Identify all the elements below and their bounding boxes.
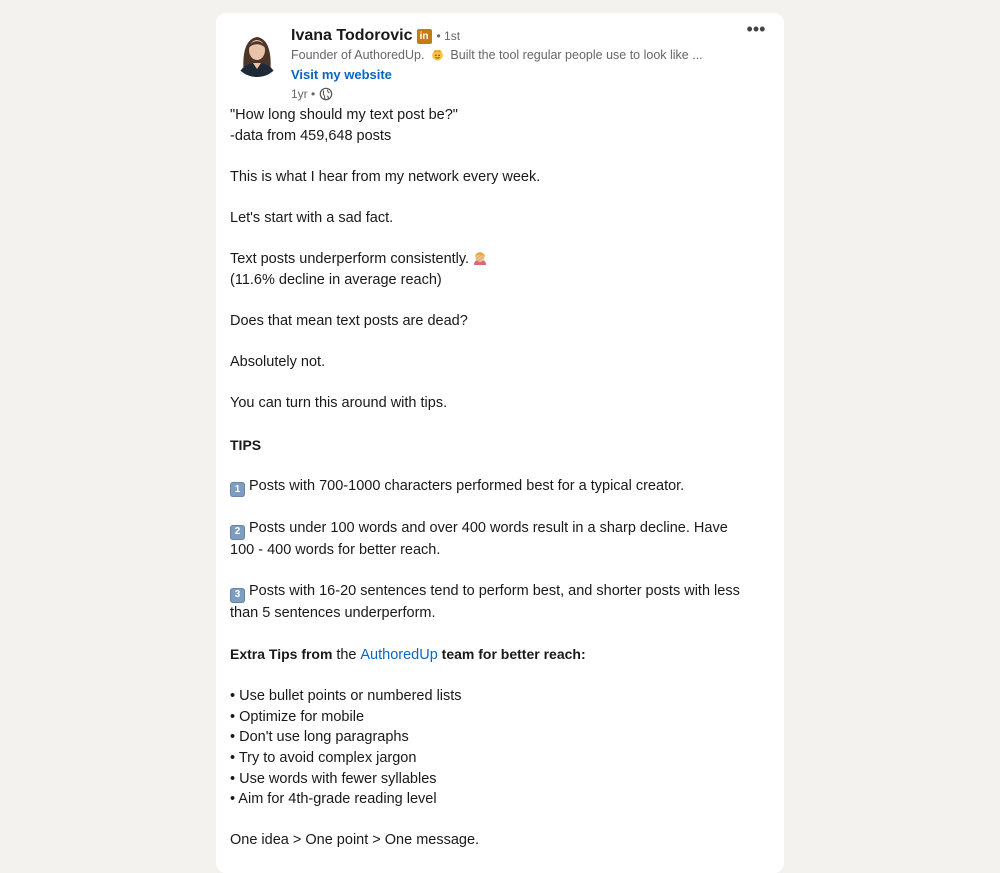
author-name[interactable]: Ivana Todorovic <box>291 27 413 44</box>
blank-line <box>230 229 775 250</box>
post-line: Does that mean text posts are dead? <box>230 312 468 329</box>
post-line: You can turn this around with tips. <box>230 395 448 412</box>
blank-line <box>230 455 775 476</box>
blank-line <box>230 290 775 311</box>
blank-line <box>230 146 775 167</box>
keycap-two-icon: 2 <box>230 525 245 540</box>
tip-item <box>230 518 775 540</box>
extra-tips-the: the <box>336 647 357 664</box>
tip-item <box>230 581 775 603</box>
headline-part-2: Built the tool regular people use to look like ... <box>450 48 703 62</box>
blank-line <box>230 810 775 831</box>
tip-text: Posts with 16-20 sentences tend to perform best, and shorter posts with less <box>249 583 740 600</box>
tip-continuation: than 5 sentences underperform. <box>230 604 436 621</box>
visit-website-link[interactable]: Visit my website <box>291 67 392 82</box>
tip-continuation: 100 - 400 words for better reach. <box>230 541 441 558</box>
extra-tips-label: Extra Tips from <box>230 646 333 663</box>
post-line: (11.6% decline in average reach) <box>230 271 442 288</box>
facepalm-emoji-icon <box>472 250 488 266</box>
post-body <box>230 105 775 851</box>
blank-line <box>230 666 775 687</box>
blank-line <box>230 414 775 435</box>
blank-line <box>230 497 775 518</box>
connection-degree: • 1st <box>436 29 461 43</box>
keycap-one-icon: 1 <box>230 482 245 497</box>
bullet-item: • Try to avoid complex jargon <box>230 750 417 767</box>
author-photo <box>232 27 282 77</box>
post-line: One idea > One point > One message. <box>230 832 480 849</box>
post-header <box>291 25 731 101</box>
blank-line <box>230 560 775 581</box>
blank-line <box>230 187 775 208</box>
name-row <box>291 25 731 47</box>
post-text: Text posts underperform consistently. <box>230 251 470 268</box>
crown-face-icon <box>431 48 444 61</box>
extra-tips-heading <box>230 644 775 666</box>
blank-line <box>230 373 775 394</box>
post-card <box>216 13 784 873</box>
post-time: 1yr • <box>291 87 316 101</box>
bullet-item: • Don't use long paragraphs <box>230 729 409 746</box>
tip-text: Posts under 100 words and over 400 words result in a sharp decline. Have <box>249 520 728 537</box>
bullet-item: • Aim for 4th-grade reading level <box>230 791 437 808</box>
globe-icon <box>319 87 333 101</box>
author-headline <box>291 48 723 65</box>
post-line: This is what I hear from my network every week. <box>230 168 541 185</box>
tips-heading: TIPS <box>230 436 262 453</box>
authoredup-link[interactable]: AuthoredUp <box>360 647 438 664</box>
avatar[interactable] <box>232 27 282 77</box>
post-line: Absolutely not. <box>230 354 326 371</box>
headline-part-1: Founder of AuthoredUp. <box>291 48 425 62</box>
post-line: Let's start with a sad fact. <box>230 209 394 226</box>
tip-item <box>230 476 775 498</box>
post-line <box>230 249 775 270</box>
post-line: -data from 459,648 posts <box>230 127 392 144</box>
blank-line <box>230 623 775 644</box>
linkedin-icon: in <box>417 29 432 44</box>
ellipsis-icon[interactable]: ••• <box>746 19 766 39</box>
tip-text: Posts with 700-1000 characters performed best for a typical creator. <box>249 477 685 494</box>
bullet-item: • Optimize for mobile <box>230 708 365 725</box>
bullet-item: • Use words with fewer syllables <box>230 770 437 787</box>
extra-tips-suffix: team for better reach: <box>441 646 586 663</box>
blank-line <box>230 332 775 353</box>
post-meta <box>291 87 731 101</box>
bullet-item: • Use bullet points or numbered lists <box>230 688 462 705</box>
post-line: "How long should my text post be?" <box>230 107 458 123</box>
keycap-three-icon: 3 <box>230 588 245 603</box>
